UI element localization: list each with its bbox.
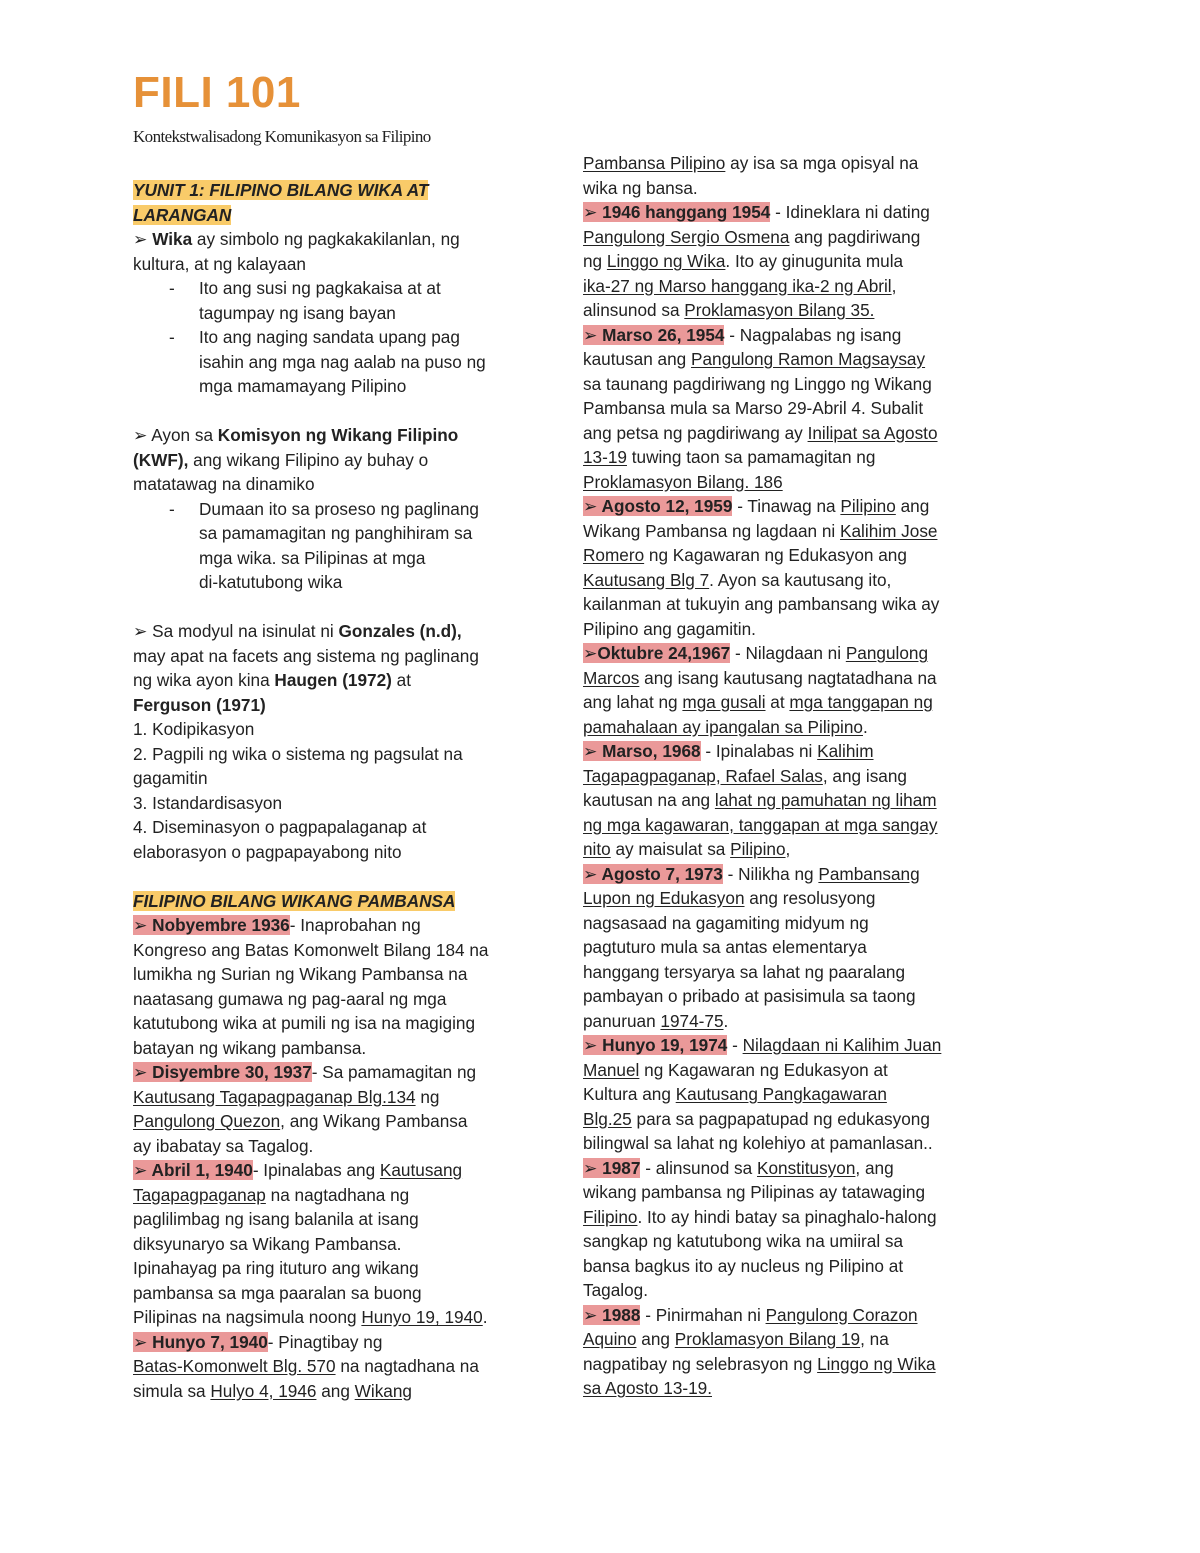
numbered-item: 1. Kodipikasyon	[133, 719, 255, 739]
kwf-paragraph: ➢ Ayon sa Komisyon ng Wikang Filipino	[133, 425, 459, 445]
numbered-item: 4. Diseminasyon o pagpapalaganap at	[133, 817, 427, 837]
timeline-entry: ➢ Agosto 12, 1959 - Tinawag na Pilipino ang	[583, 496, 930, 516]
page-title: FILI 101	[133, 68, 301, 117]
list-item: - Ito ang susi ng pagkakaisa at at	[169, 278, 441, 298]
list-item: - Dumaan ito sa proseso ng paglinang	[169, 498, 479, 519]
timeline-entry: ➢ Hunyo 19, 1974 - Nilagdaan ni Kalihim Juan	[583, 1035, 942, 1055]
unit-heading: YUNIT 1: FILIPINO BILANG WIKA AT	[133, 180, 429, 200]
page-subtitle: Kontekstwalisadong Komunikasyon sa Filipino	[133, 127, 431, 146]
list-item: - Ito ang naging sandata upang pag	[169, 327, 460, 347]
timeline-entry: ➢ 1946 hanggang 1954 - Idineklara ni dating	[583, 202, 930, 222]
numbered-item: 3. Istandardisasyon	[133, 792, 283, 813]
timeline-entry: ➢ Abril 1, 1940- Ipinalabas ang Kautusang	[133, 1160, 463, 1180]
right-column: Pambansa Pilipino ay isa sa mga opisyal na wika ng bansa. ➢ 1946 hanggang 1954 - Idineklara ni dating Pangulong Sergio Osmena ang pagdiriwang ng Linggo ng Wika. Ito ay ginugunita mula ika-27 ng Marso hanggang ika-2 ng Abril, alinsunod sa Proklamasyon Bilang 35. ➢ Marso 26, 1954 - Nagpalabas ng isang kautusan ang Pangulong Ramon Magsaysay sa taunang pagdiriwang ng Linggo ng Wikang Pambansa mula sa Marso 29-Abril 4. Subalit ang petsa ng pagdiriwang ay Inilipat sa Agosto 13-19 tuwing taon sa pamamagitan ng Proklamasyon Bilang. 186 ➢ Agosto 12, 1959 - Tinawag na Pilipino ang Wikang Pambansa ng lagdaan ni Kalihim Jose Romero ng Kagawaran ng Edukasyon ang Kautusang Blg 7. Ayon sa kautusang ito, kailanman at tukuyin ang pambansang wika ay Pilipino ang gagamitin. ➢Oktubre 24,1967 - Nilagdaan ni Pangulong Marcos ang isang kautusang nagtatadhana na ang lahat ng mga gusali at mga tanggapan ng pamahalaan ay ipangalan sa Pilipino. ➢ Marso, 1968 - Ipinalabas ni Kalihim Tagapagpaganap, Rafael Salas, ang isang kautusan na ang lahat ng pamuhatan ng liham ng mga kagawaran, tanggapan at mga sangay nito ay maisulat sa Pilipino, ➢ Agosto 7, 1973 - Nilikha ng Pambansang Lupon ng Edukasyon ang resolusyong nagsasaad na gagamiting midyum ng pagtuturo mula sa antas elementarya hanggang tersyarya sa lahat ng paaralang pambayan o pribado at pasisimula sa taong panuruan 1974-75. ➢ Hunyo 19, 1974 - Nilagdaan ni Kalihim Juan Manuel ng Kagawaran ng Edukasyon at Kultura ang Kautusang Pangkagawaran Blg.25 para sa pagpapatupad ng edukasyong bilingwal sa lahat ng kolehiyo at pamanlasan.. ➢ 1987 - alinsunod sa Konstitusyon, ang wikang pambansa ng Pilipinas ay tatawaging Filipino. Ito ay hindi batay sa pinaghalo-halong sangkap ng katutubong wika na umiiral sa bansa bagkus ito ay nucleus ng Pilipino at Tagalog. ➢ 1988 - Pinirmahan ni Pangulong Corazon Aquino ang Proklamasyon Bilang 19, na nagpatibay ng selebrasyon ng Linggo ng Wika sa Agosto 13-19.	[583, 151, 973, 1401]
timeline-entry: ➢ Marso, 1968 - Ipinalabas ni Kalihim	[583, 741, 874, 761]
wika-definition: ➢ Wika ay simbolo ng pagkakakilanlan, ng	[133, 229, 460, 249]
section-heading: FILIPINO BILANG WIKANG PAMBANSA	[133, 890, 456, 911]
timeline-entry: ➢ 1987 - alinsunod sa Konstitusyon, ang	[583, 1157, 894, 1178]
left-column: YUNIT 1: FILIPINO BILANG WIKA AT LARANGAN ➢ Wika ay simbolo ng pagkakakilanlan, ng kultura, at ng kalayaan - Ito ang susi ng pagkakaisa at at tagumpay ng isang bayan - Ito ang naging sandata upang pag isahin ang mga nag aalab na puso ng mga mamamayang Pilipino ➢ Ayon sa Komisyon ng Wikang Filipino (KWF), ang wikang Filipino ay buhay o matatawag na dinamiko - Dumaan ito sa proseso ng paglinang sa pamamagitan ng panghihiram sa mga wika. sa Pilipinas at mga di-katutubong wika ➢ Sa modyul na isinulat ni Gonzales (n.d), may apat na facets ang sistema ng paglinang ng wika ayon kina Haugen (1972) at Ferguson (1971) 1. Kodipikasyon 2. Pagpili ng wika o sistema ng pagsulat na gagamitin 3. Istandardisasyon 4. Diseminasyon o pagpapalaganap at elaborasyon o pagpapayabong nito FILIPINO BILANG WIKANG PAMBANSA ➢ Nobyembre 1936- Inaprobahan ng Kongreso ang Batas Komonwelt Bilang 184 na lumikha ng Surian ng Wikang Pambansa na naatasang gumawa ng pag-aaral ng mga katutubong wika at pumili ng isa na magiging batayan ng wikang pambansa. ➢ Disyembre 30, 1937- Sa pamamagitan ng Kautusang Tagapagpaganap Blg.134 ng Pangulong Quezon, ang Wikang Pambansa ay ibabatay sa Tagalog. ➢ Abril 1, 1940- Ipinalabas ang Kautusang Tagapagpaganap na nagtadhana ng paglilimbag ng isang balanila at isang diksyunaryo sa Wikang Pambansa. Ipinahayag pa ring ituturo ang wikang pambansa sa mga paaralan sa buong Pilipinas na nagsimula noong Hunyo 19, 1940. ➢ Hunyo 7, 1940- Pinagtibay ng Batas-Komonwelt Blg. 570 na nagtadhana na simula sa Hulyo 4, 1946 ang Wikang	[133, 178, 513, 1403]
timeline-entry: ➢ Hunyo 7, 1940- Pinagtibay ng	[133, 1331, 383, 1352]
timeline-entry: ➢ 1988 - Pinirmahan ni Pangulong Corazon	[583, 1304, 918, 1325]
modyul-paragraph: ➢ Sa modyul na isinulat ni Gonzales (n.d),	[133, 621, 462, 641]
numbered-item: 2. Pagpili ng wika o sistema ng pagsulat na	[133, 743, 463, 764]
timeline-entry: ➢Oktubre 24,1967 - Nilagdaan ni Pangulong	[583, 643, 929, 663]
timeline-entry: ➢ Disyembre 30, 1937- Sa pamamagitan ng	[133, 1062, 477, 1082]
timeline-entry: ➢ Marso 26, 1954 - Nagpalabas ng isang	[583, 324, 902, 345]
timeline-entry: ➢ Nobyembre 1936- Inaprobahan ng	[133, 915, 421, 935]
timeline-entry: ➢ Agosto 7, 1973 - Nilikha ng Pambansang	[583, 863, 920, 884]
